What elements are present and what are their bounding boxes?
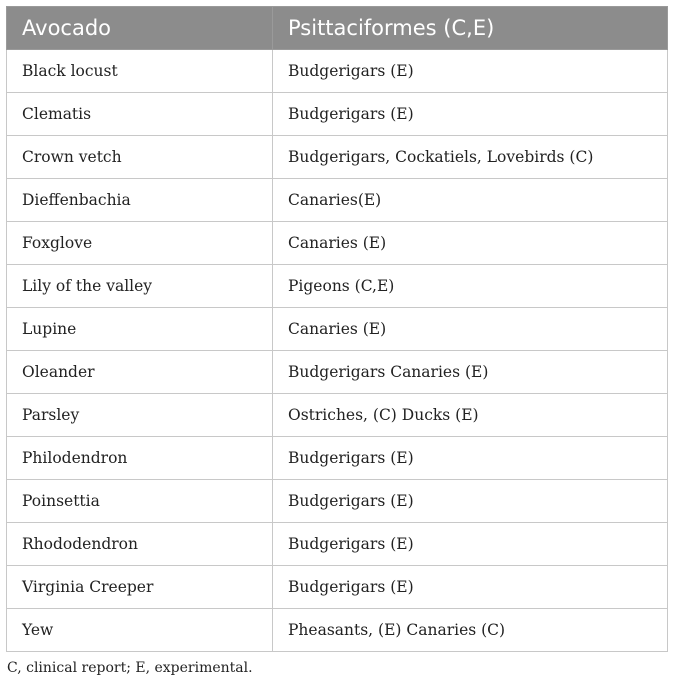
table-body (7, 50, 668, 652)
species-cell: Budgerigars (E) (273, 50, 668, 93)
table-row (7, 265, 668, 308)
table-row (7, 136, 668, 179)
table-footnote: C, clinical report; E, experimental. (7, 660, 253, 676)
species-cell: Budgerigars (E) (273, 480, 668, 523)
plant-cell: Oleander (7, 351, 273, 394)
plant-cell: Lupine (7, 308, 273, 351)
table-header (7, 7, 668, 50)
plant-cell: Crown vetch (7, 136, 273, 179)
plant-cell: Parsley (7, 394, 273, 437)
plant-cell: Poinsettia (7, 480, 273, 523)
header-cell-birds: Psittaciformes (C,E) (273, 7, 668, 50)
species-cell: Budgerigars Canaries (E) (273, 351, 668, 394)
plant-cell: Foxglove (7, 222, 273, 265)
species-cell: Budgerigars (E) (273, 566, 668, 609)
species-cell: Budgerigars (E) (273, 93, 668, 136)
table-row (7, 394, 668, 437)
species-cell: Budgerigars (E) (273, 437, 668, 480)
table-row (7, 437, 668, 480)
species-cell: Ostriches, (C) Ducks (E) (273, 394, 668, 437)
table-row (7, 179, 668, 222)
table-row (7, 351, 668, 394)
species-cell: Budgerigars (E) (273, 523, 668, 566)
species-cell: Pheasants, (E) Canaries (C) (273, 609, 668, 652)
table-row (7, 93, 668, 136)
species-cell: Pigeons (C,E) (273, 265, 668, 308)
species-cell: Canaries (E) (273, 308, 668, 351)
table-row (7, 50, 668, 93)
plant-cell: Lily of the valley (7, 265, 273, 308)
species-cell: Canaries (E) (273, 222, 668, 265)
plant-cell: Yew (7, 609, 273, 652)
plant-toxicity-table-container (6, 6, 667, 652)
plant-toxicity-table (6, 6, 668, 652)
table-row (7, 566, 668, 609)
table-row (7, 609, 668, 652)
table-row (7, 308, 668, 351)
plant-cell: Rhododendron (7, 523, 273, 566)
table-row (7, 480, 668, 523)
plant-cell: Clematis (7, 93, 273, 136)
header-row (7, 7, 668, 50)
plant-cell: Virginia Creeper (7, 566, 273, 609)
plant-cell: Black locust (7, 50, 273, 93)
header-cell-plant: Avocado (7, 7, 273, 50)
plant-cell: Philodendron (7, 437, 273, 480)
table-row (7, 523, 668, 566)
species-cell: Canaries(E) (273, 179, 668, 222)
plant-cell: Dieffenbachia (7, 179, 273, 222)
species-cell: Budgerigars, Cockatiels, Lovebirds (C) (273, 136, 668, 179)
table-row (7, 222, 668, 265)
